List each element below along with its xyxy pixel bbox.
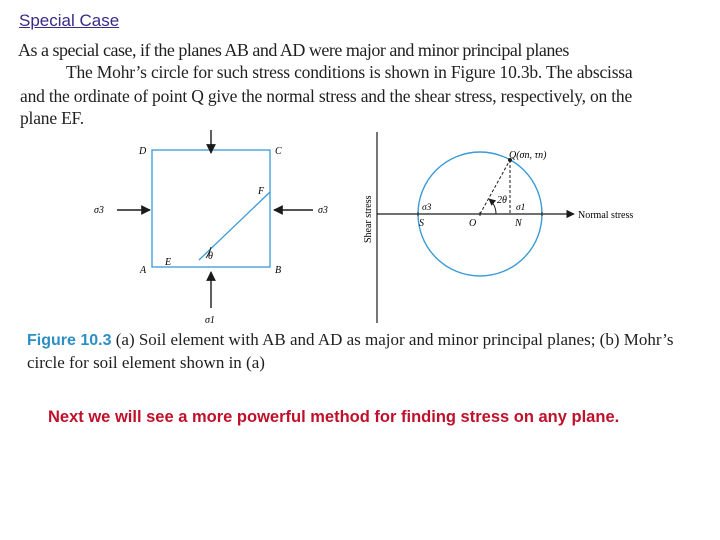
label-b: B <box>275 265 282 276</box>
shear-stress-label: Shear stress <box>363 195 374 243</box>
label-f: F <box>258 186 265 197</box>
plane-ef-line <box>199 192 270 260</box>
mohrs-circle-diagram <box>363 132 633 323</box>
figure-caption-label: Figure 10.3 <box>27 332 112 349</box>
angle-2theta-label: 2θ <box>497 195 507 206</box>
label-d: D <box>139 146 147 157</box>
circle-sigma3-label: σ3 <box>422 203 432 213</box>
point-s-label: S <box>419 218 424 229</box>
text-line-1: As a special case, if the planes AB and AD were major and minor principal planes <box>18 40 569 60</box>
label-theta: θ <box>208 251 213 262</box>
normal-stress-label: Normal stress <box>578 210 634 221</box>
label-sigma1: σ1 <box>205 315 215 326</box>
circle-sigma1-label: σ1 <box>516 203 526 213</box>
slide-heading: Special Case <box>19 11 120 30</box>
label-e: E <box>165 257 172 268</box>
text-line-3: and the ordinate of point Q give the normal stress and the shear stress, respectively, on the <box>20 86 633 106</box>
figure-caption-line-1 <box>27 330 673 350</box>
angle-arc <box>489 199 496 214</box>
point-n-label: N <box>515 218 522 229</box>
soil-element-diagram <box>94 130 328 326</box>
label-sigma3-left: σ3 <box>94 205 104 216</box>
next-method-note: Next we will see a more powerful method for finding stress on any plane. <box>48 408 620 426</box>
text-line-4: plane EF. <box>20 108 84 128</box>
label-c: C <box>275 146 282 157</box>
label-sigma3-right: σ3 <box>318 205 328 216</box>
text-line-2: The Mohr’s circle for such stress conditions is shown in Figure 10.3b. The abscissa <box>66 62 633 82</box>
figure-caption-line-2: circle for soil element shown in (a) <box>27 353 265 372</box>
point-q-label: Q(σn, τn) <box>509 150 547 161</box>
label-a: A <box>140 265 147 276</box>
figure-caption-text-1: (a) Soil element with AB and AD as major and minor principal planes; (b) Mohr’s <box>111 330 674 349</box>
point-o-label: O <box>469 218 477 229</box>
